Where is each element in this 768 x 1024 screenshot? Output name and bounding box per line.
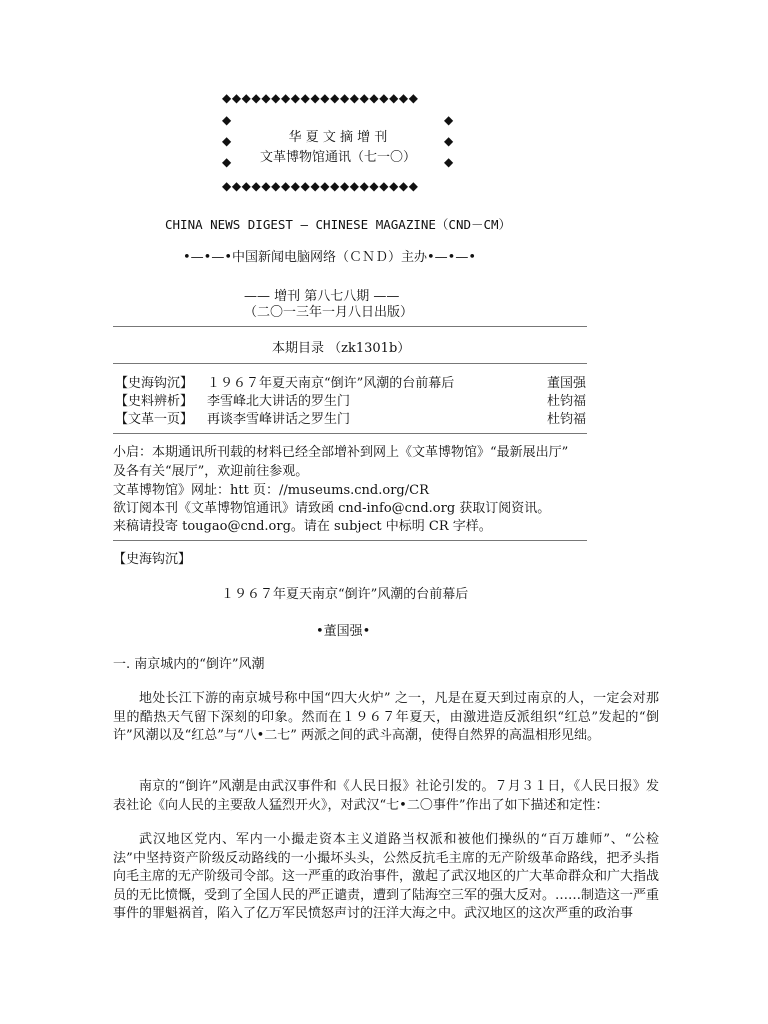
notice-line: 小启：本期通讯所刊载的材料已经全部增补到网上《文革博物馆》“最新展出厅” [113, 445, 569, 460]
divider [113, 540, 587, 541]
frame-subtitle: 文革博物馆通讯（七一〇） [259, 150, 416, 165]
toc-article-title: 再谈李雪峰讲话之罗生门 [207, 412, 351, 427]
paragraph: 地处长江下游的南京城号称中国“四大火炉” 之一，凡是在夏天到过南京的人，一定会对那里的酷热天气留下深刻的印象。然而在１９６７年夏天，由激进造反派组织“红总”发起的“倒许”风潮以及“红总”与“八•二七” 两派之间的武斗高潮，使得自然界的高温相形见绌。 [113, 691, 659, 743]
toc-author: 杜钧福 [547, 412, 587, 427]
diamond-border-bottom: ◆◆◆◆◆◆◆◆◆◆◆◆◆◆◆◆◆◆◆◆ [222, 179, 419, 193]
paragraph: 武汉地区党内、军内一小撮走资本主义道路当权派和被他们操纵的“百万雄师”、“公检法”中坚持资产阶级反动路线的一小撮坏头头，公然反抗毛主席的无产阶级革命路线，把矛头指向毛主席的无产阶级司令部。这一严重的政治事件，激起了武汉地区的广大革命群众和广大指战员的无比愤慨，受到了全国人民的严正谴责，遭到了陆海空三军的强大反对。……制造这一严重事件的罪魁祸首，陷入了亿万军民愤怒声讨的汪洋大海之中。武汉地区的这次严重的政治事 [113, 832, 660, 921]
diamond-border-top: ◆◆◆◆◆◆◆◆◆◆◆◆◆◆◆◆◆◆◆◆ [222, 91, 419, 105]
diamond-left-1: ◆ [222, 113, 232, 127]
english-masthead: CHINA NEWS DIGEST — CHINESE MAGAZINE（CND－CM） [165, 217, 512, 232]
article-title: １９６７年夏天南京“倒许”风潮的台前幕后 [221, 587, 469, 602]
section-heading: 一. 南京城内的“倒许”风潮 [113, 657, 265, 672]
paragraph: 南京的“倒许”风潮是由武汉事件和《人民日报》社论引发的。７月３１日，《人民日报》发表社论《向人民的主要敌人猛烈开火》，对武汉“七•二〇事件”作出了如下描述和定性： [113, 779, 659, 813]
frame-title: 华 夏 文 摘 增 刊 [288, 130, 388, 145]
diamond-frame [222, 92, 454, 192]
museum-url[interactable]: 文革博物馆》网址：htt 页：//museums.cnd.org/CR [113, 483, 429, 498]
issue-number: —— 增刊 第八七八期 —— [244, 289, 400, 304]
divider [113, 363, 587, 364]
divider [113, 433, 587, 434]
toc-title: 本期目录 （zk1301b） [272, 341, 411, 356]
publication-date: （二〇一三年一月八日出版） [244, 305, 414, 320]
subscribe-line[interactable]: 欲订阅本刊《文革博物馆通讯》请致函 cnd-info@cnd.org 获取订阅资讯。 [113, 501, 551, 516]
toc-item[interactable] [115, 411, 587, 429]
toc-article-title: １９６７年夏天南京“倒许”风潮的台前幕后 [207, 376, 455, 391]
diamond-right-3: ◆ [444, 155, 454, 169]
diamond-left-2: ◆ [222, 134, 232, 148]
article-author: •董国强• [316, 624, 371, 639]
diamond-right-2: ◆ [444, 134, 454, 148]
sponsor-line: •—•—•中国新闻电脑网络（ＣＮＤ）主办•—•—• [183, 250, 477, 265]
divider [113, 326, 587, 327]
toc-author: 杜钧福 [547, 394, 587, 409]
article-section: 【史海钩沉】 [113, 552, 192, 567]
toc-section: 【史料辨析】 [115, 394, 194, 409]
diamond-right-1: ◆ [444, 113, 454, 127]
toc-item[interactable] [115, 393, 587, 411]
submission-line[interactable]: 来稿请投寄 tougao@cnd.org。请在 subject 中标明 CR 字样。 [113, 519, 492, 534]
toc-section: 【文革一页】 [115, 412, 194, 427]
toc-section: 【史海钩沉】 [115, 376, 194, 391]
notice-line: 及各有关“展厅”，欢迎前往参观。 [113, 464, 309, 479]
toc-item[interactable] [115, 375, 587, 393]
toc-article-title: 李雪峰北大讲话的罗生门 [207, 394, 351, 409]
toc-author: 董国强 [547, 376, 587, 391]
diamond-left-3: ◆ [222, 155, 232, 169]
